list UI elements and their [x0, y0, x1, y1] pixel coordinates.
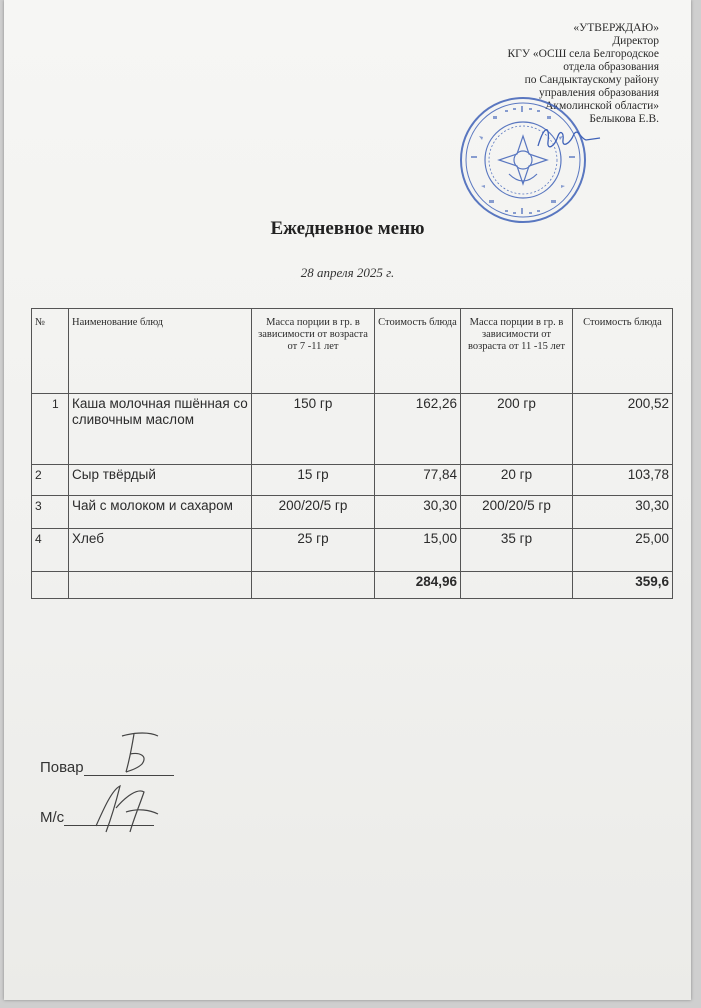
- column-header-number: №: [32, 309, 69, 394]
- table-row: [32, 465, 673, 496]
- document-page: [4, 0, 691, 1000]
- cost-7-11: 77,84: [375, 465, 461, 496]
- column-header-cost-7-11: Стоимость блюда: [375, 309, 461, 394]
- cook-label: Повар: [40, 759, 84, 776]
- row-number: 3: [32, 496, 69, 529]
- row-number: 1: [32, 394, 69, 465]
- table-header-row: [32, 309, 673, 394]
- dish-name: Чай с молоком и сахаром: [69, 496, 252, 529]
- mass-11-15: 200 гр: [461, 394, 573, 465]
- menu-table: [31, 308, 673, 599]
- mass-11-15: 20 гр: [461, 465, 573, 496]
- row-number: 2: [32, 465, 69, 496]
- table-row: [32, 529, 673, 572]
- mass-11-15: 35 гр: [461, 529, 573, 572]
- document-title: Ежедневное меню: [270, 218, 425, 239]
- director-signature: [534, 118, 604, 158]
- dish-name: Хлеб: [69, 529, 252, 572]
- totals-empty-cell: [32, 572, 69, 599]
- column-header-dish-name: Наименование блюд: [69, 309, 252, 394]
- column-header-cost-11-15: Стоимость блюда: [573, 309, 673, 394]
- totals-empty-cell: [461, 572, 573, 599]
- cost-11-15: 103,78: [573, 465, 673, 496]
- totals-empty-cell: [252, 572, 375, 599]
- official-stamp: [459, 96, 587, 224]
- cost-7-11: 162,26: [375, 394, 461, 465]
- approval-org-line: КГУ «ОСШ села Белгородское: [507, 48, 659, 60]
- table-row: [32, 496, 673, 529]
- total-cost-11-15: 359,6: [573, 572, 673, 599]
- mass-7-11: 150 гр: [252, 394, 375, 465]
- approval-heading: «УТВЕРЖДАЮ»: [573, 22, 659, 34]
- approval-org-line: отдела образования: [563, 61, 659, 73]
- totals-empty-cell: [69, 572, 252, 599]
- mass-7-11: 200/20/5 гр: [252, 496, 375, 529]
- nurse-signature: [86, 778, 166, 838]
- nurse-label: М/с: [40, 809, 65, 826]
- approval-org-line: по Сандыктаускому району: [524, 74, 659, 86]
- totals-row: [32, 572, 673, 599]
- column-header-mass-11-15: Масса порции в гр. в зависимости от возраста от 11 -15 лет: [461, 309, 573, 394]
- dish-name: Каша молочная пшённая со сливочным маслом: [69, 394, 252, 465]
- menu-date: 28 апреля 2025 г.: [300, 265, 395, 280]
- approval-director-name: Белыкова Е.В.: [589, 113, 659, 125]
- row-number: 4: [32, 529, 69, 572]
- mass-7-11: 25 гр: [252, 529, 375, 572]
- column-header-mass-7-11: Масса порции в гр. в зависимости от возраста от 7 -11 лет: [252, 309, 375, 394]
- total-cost-7-11: 284,96: [375, 572, 461, 599]
- dish-name: Сыр твёрдый: [69, 465, 252, 496]
- mass-11-15: 200/20/5 гр: [461, 496, 573, 529]
- approval-position: Директор: [612, 35, 659, 47]
- mass-7-11: 15 гр: [252, 465, 375, 496]
- cook-signature: [112, 730, 172, 780]
- table-row: [32, 394, 673, 465]
- cost-7-11: 30,30: [375, 496, 461, 529]
- cost-11-15: 30,30: [573, 496, 673, 529]
- approval-org-line: Акмолинской области»: [545, 100, 659, 112]
- cost-7-11: 15,00: [375, 529, 461, 572]
- cost-11-15: 25,00: [573, 529, 673, 572]
- cost-11-15: 200,52: [573, 394, 673, 465]
- approval-org-line: управления образования: [538, 87, 659, 99]
